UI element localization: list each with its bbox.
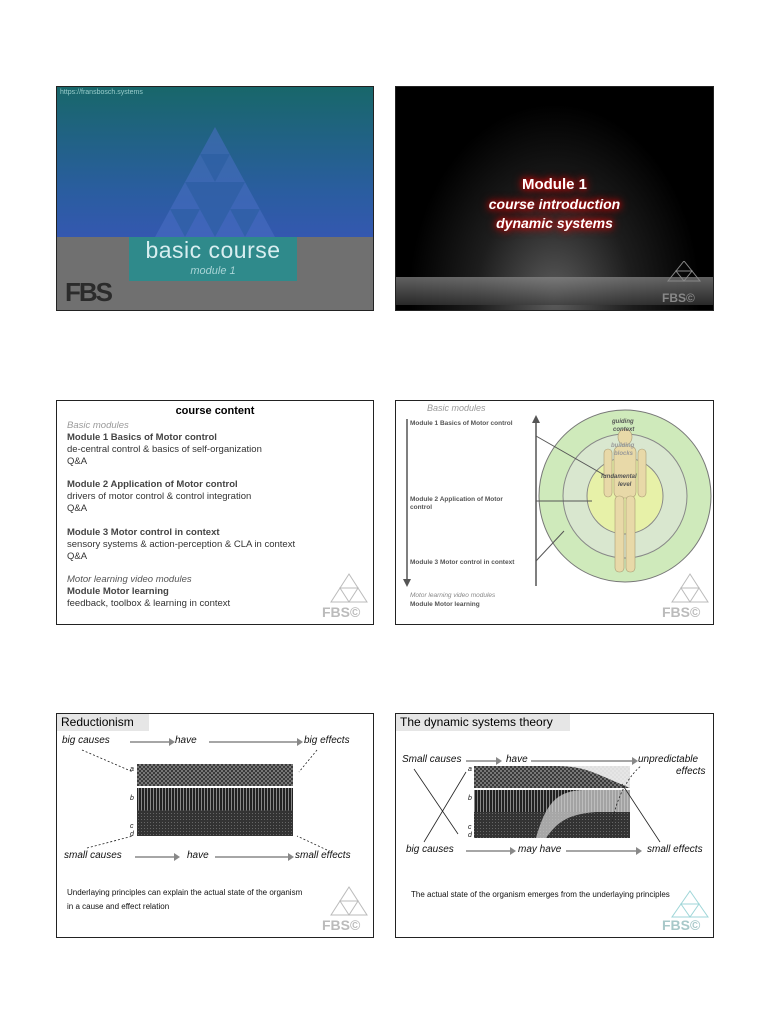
module-3-label: Module 3 Motor control in context: [410, 559, 515, 566]
slide-course-content: [56, 400, 374, 625]
module-2-label: Module 2 Application of Motor: [410, 496, 503, 503]
fbs-triangle-icon: [329, 573, 369, 603]
row-c-label: c: [130, 823, 134, 830]
module-2-label-cont: control: [410, 504, 433, 511]
big-causes-label: big causes: [406, 844, 454, 855]
row-d-label: d: [468, 832, 472, 839]
slide-title: basic course: [145, 237, 281, 263]
fbs-logo: FBS©: [322, 604, 361, 620]
footer-line-1: Underlaying principles can explain the actual state of the organism: [67, 888, 303, 897]
slide-heading: Reductionism: [57, 714, 149, 731]
module-3-title: Module 3 Motor control in context: [67, 527, 220, 538]
slide-heading: course content: [175, 405, 255, 417]
module-2-title: Module 2 Application of Motor control: [67, 479, 238, 490]
fundamental-level-label-cont: level: [618, 482, 632, 488]
building-blocks-label: building: [611, 443, 635, 449]
row-c-label: c: [468, 824, 472, 831]
small-causes-label: small causes: [64, 850, 122, 861]
module-heading: Module 1: [521, 176, 587, 193]
footer-line-2: in a cause and effect relation: [67, 902, 170, 911]
module-1-qa: Q&A: [67, 456, 88, 467]
basic-modules-label: Basic modules: [427, 403, 486, 413]
may-have-label: may have: [518, 844, 562, 855]
module-1-label: Module 1 Basics of Motor control: [410, 420, 513, 427]
unpredictable-label: unpredictable: [638, 754, 699, 765]
motor-learning-title: Module Motor learning: [67, 586, 169, 597]
small-causes-label: Small causes: [402, 754, 462, 765]
slide-module-diagram: [395, 400, 714, 625]
video-modules-label: Motor learning video modules: [67, 574, 192, 585]
module-2-qa: Q&A: [67, 503, 88, 514]
small-effects-label: small effects: [295, 850, 351, 861]
fbs-triangle-icon: [670, 890, 710, 918]
fbs-triangle-icon: [664, 261, 704, 283]
row-d-label: d: [130, 831, 134, 838]
module-1-description: de-central control & basics of self-organization: [67, 444, 262, 455]
guiding-context-label: guiding: [612, 419, 634, 425]
row-a-label: a: [130, 766, 134, 773]
module-1-title: Module 1 Basics of Motor control: [67, 432, 217, 443]
motor-learning-description: feedback, toolbox & learning in context: [67, 598, 231, 609]
building-blocks-label-cont: blocks: [614, 451, 634, 457]
fbs-triangle-icon: [670, 573, 710, 603]
have-top-label: have: [175, 735, 197, 746]
slide-url: https://fransbosch.systems: [60, 89, 143, 96]
fbs-logo: FBS©: [662, 604, 701, 620]
fbs-logo: FBS©: [662, 291, 695, 305]
module-3-qa: Q&A: [67, 551, 88, 562]
slide-heading: The dynamic systems theory: [396, 714, 570, 731]
course-introduction-heading: course introduction: [488, 196, 621, 212]
footer-line: The actual state of the organism emerges from the underlaying principles: [411, 890, 670, 899]
slide-dynamic-systems-theory: [395, 713, 714, 938]
slide-module-intro: [395, 86, 714, 311]
fbs-logo: FBS©: [662, 917, 701, 933]
small-effects-label: small effects: [647, 844, 703, 855]
module-2-description: drivers of motor control & control integration: [67, 491, 252, 502]
effects-label: effects: [676, 766, 706, 777]
fbs-logo: FBS: [65, 277, 111, 307]
slide-reductionism: [56, 713, 374, 938]
guiding-context-label-cont: context: [613, 427, 635, 433]
have-label: have: [506, 754, 528, 765]
module-3-description: sensory systems & action-perception & CLA in context: [67, 539, 296, 550]
big-effects-label: big effects: [304, 735, 350, 746]
fbs-logo: FBS©: [322, 917, 361, 933]
row-a-label: a: [468, 766, 472, 773]
dynamic-systems-diagram: [396, 714, 714, 938]
row-b-label: b: [130, 795, 134, 802]
big-causes-label: big causes: [62, 735, 110, 746]
fbs-triangle-icon: [329, 886, 369, 916]
have-bottom-label: have: [187, 850, 209, 861]
motor-learning-label: Module Motor learning: [410, 601, 480, 608]
video-modules-label: Motor learning video modules: [410, 592, 496, 599]
row-b-label: b: [468, 795, 472, 802]
slide-subtitle: module 1: [190, 265, 236, 277]
basic-modules-label: Basic modules: [67, 420, 129, 431]
fundamental-level-label: fundamental: [601, 474, 637, 480]
dynamic-systems-heading: dynamic systems: [496, 215, 613, 231]
slide-basic-course: [56, 86, 374, 311]
